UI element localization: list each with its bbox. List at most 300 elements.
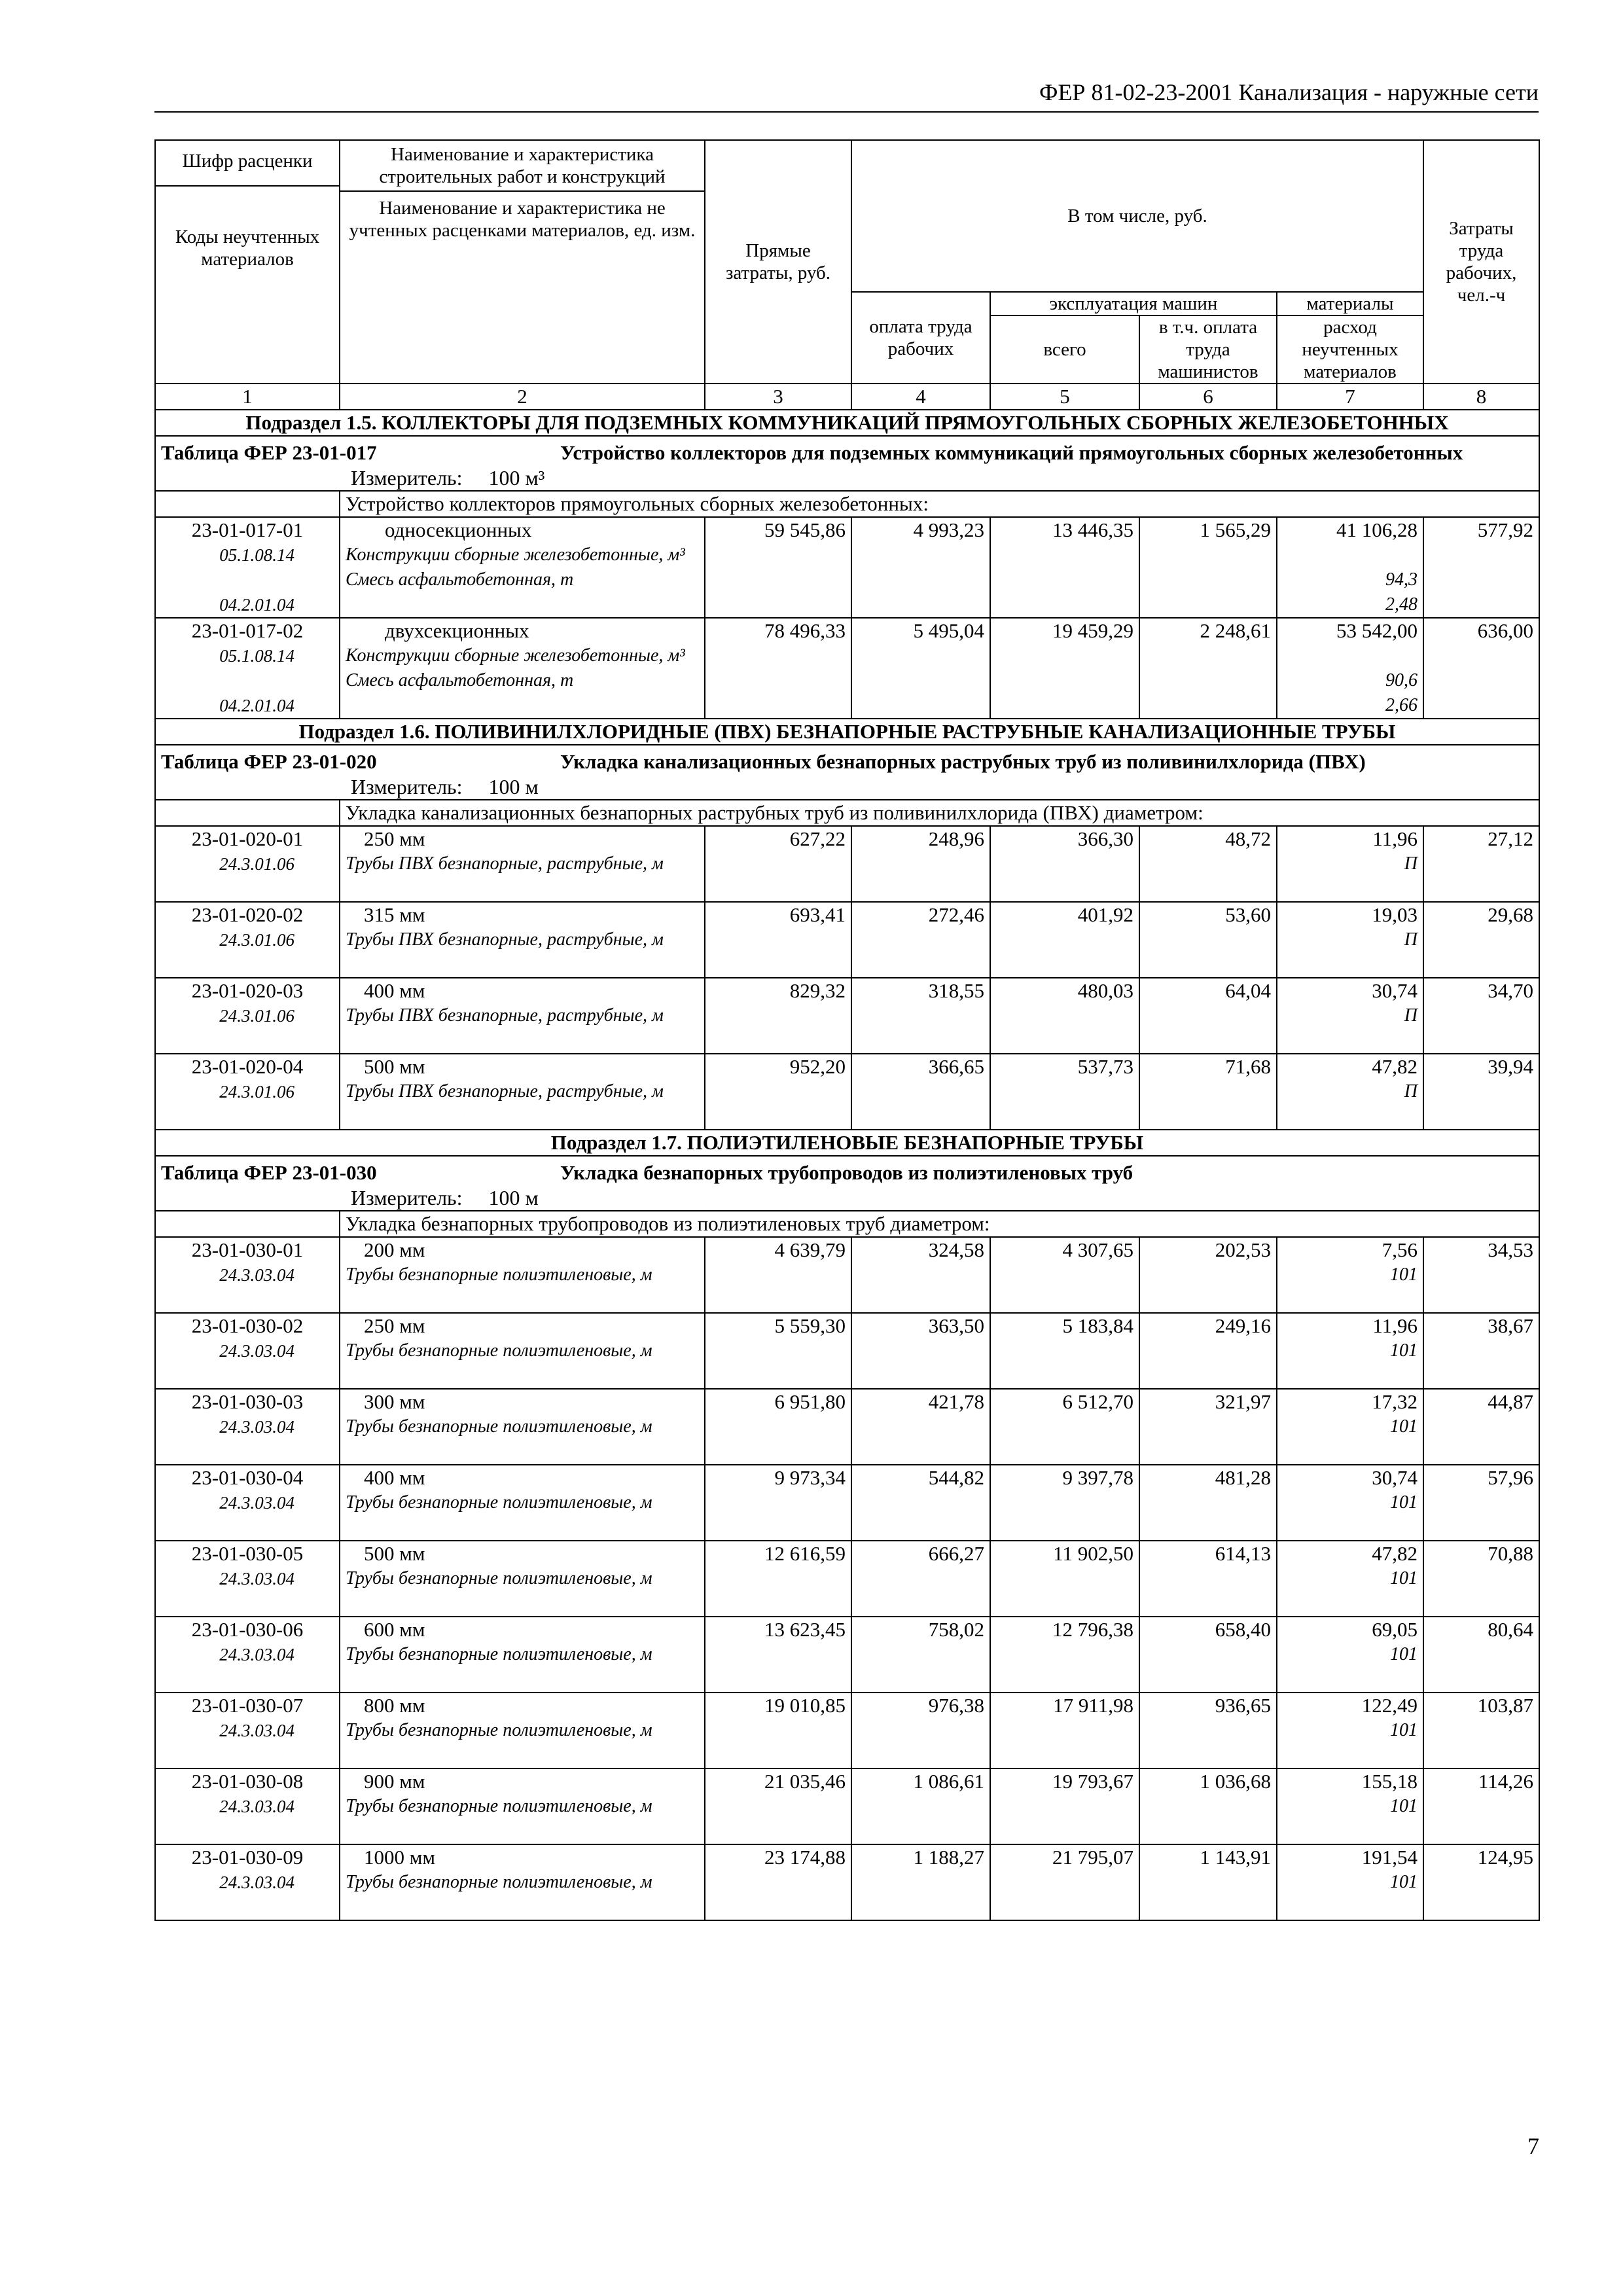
labor-cost: 666,27 [851, 1541, 990, 1617]
material-quantity: 101 [1390, 1644, 1418, 1664]
spacer [161, 876, 334, 901]
spacer [1283, 543, 1418, 567]
direct-cost: 4 639,79 [705, 1237, 851, 1313]
direct-cost: 5 559,30 [705, 1313, 851, 1389]
spacer [161, 1819, 334, 1844]
section-title-row [155, 719, 1539, 745]
machines-cost: 366,30 [990, 826, 1139, 902]
code-cell [155, 1844, 340, 1920]
measure-value: 100 м³ [488, 466, 545, 490]
description-row [155, 800, 1539, 826]
material-name: Конструкции сборные железобетонные, м³ [346, 645, 685, 666]
header-col6: в т.ч. оплата труда машинистов [1139, 315, 1277, 384]
table-title [155, 745, 1539, 800]
spacer [161, 1895, 334, 1920]
page-header [154, 72, 1539, 113]
header-machines: эксплуатация машин [990, 292, 1277, 315]
work-name: 400 мм [364, 1466, 425, 1489]
labor-hours: 38,67 [1423, 1313, 1539, 1389]
labor-cost: 363,50 [851, 1313, 990, 1389]
machines-cost: 19 459,29 [990, 618, 1139, 719]
machines-cost: 5 183,84 [990, 1313, 1139, 1389]
name-cell [340, 618, 705, 719]
description-spacer [155, 1211, 340, 1237]
measure-line [161, 774, 1533, 799]
labor-hours: 636,00 [1423, 618, 1539, 719]
material-name: Трубы безнапорные полиэтиленовые, м [346, 1796, 652, 1816]
machinist-labor-cost: 1 143,91 [1139, 1844, 1277, 1920]
material-name: Трубы безнапорные полиэтиленовые, м [346, 1265, 652, 1285]
name-cell [340, 1465, 705, 1541]
machines-cost: 12 796,38 [990, 1617, 1139, 1693]
header-col2-top: Наименование и характеристика строительных работ и конструкций [340, 143, 704, 192]
work-name: 400 мм [364, 979, 425, 1002]
labor-cost: 544,82 [851, 1465, 990, 1541]
labor-hours: 577,92 [1423, 517, 1539, 618]
rate-code: 23-01-030-07 [191, 1694, 304, 1717]
work-name: 250 мм [364, 1314, 425, 1337]
material-name: Смесь асфальтобетонная, т [346, 670, 574, 691]
direct-cost: 693,41 [705, 902, 851, 978]
name-cell [340, 517, 705, 618]
code-cell [155, 517, 340, 618]
name-cell [340, 1768, 705, 1844]
header-col4: оплата труда рабочих [851, 292, 990, 384]
header-col2 [340, 140, 705, 384]
material-code: 24.3.03.04 [219, 1873, 294, 1892]
section-title-row [155, 1130, 1539, 1156]
materials-cost: 122,49 [1361, 1694, 1418, 1717]
table-row [155, 1541, 1539, 1617]
materials-cell [1277, 1844, 1423, 1920]
spacer [161, 952, 334, 977]
spacer [161, 1667, 334, 1692]
description-text: Укладка канализационных безнапорных раструбных труб из поливинилхлорида (ПВХ) диаметром: [340, 800, 1539, 826]
material-quantity: 101 [1390, 1796, 1418, 1816]
table-row [155, 1768, 1539, 1844]
name-cell [340, 1054, 705, 1130]
material-quantity: 101 [1390, 1492, 1418, 1513]
labor-cost: 4 993,23 [851, 517, 990, 618]
spacer [161, 1028, 334, 1053]
labor-hours: 57,96 [1423, 1465, 1539, 1541]
labor-cost: 976,38 [851, 1693, 990, 1768]
column-number: 2 [340, 384, 705, 410]
material-code: 24.3.03.04 [219, 1493, 294, 1513]
labor-hours: 29,68 [1423, 902, 1539, 978]
materials-cell [1277, 1693, 1423, 1768]
section-title-row [155, 410, 1539, 436]
material-code: 24.3.03.04 [219, 1721, 294, 1740]
table-code: Таблица ФЕР 23-01-020 [161, 750, 377, 773]
machines-cost: 4 307,65 [990, 1237, 1139, 1313]
work-name: 315 мм [364, 903, 425, 926]
material-name: Трубы безнапорные полиэтиленовые, м [346, 1644, 652, 1664]
spacer [161, 668, 334, 693]
materials-cost: 17,32 [1372, 1390, 1418, 1413]
spacer [161, 1439, 334, 1464]
table-row [155, 1617, 1539, 1693]
labor-cost: 5 495,04 [851, 618, 990, 719]
material-code: 24.3.03.04 [219, 1645, 294, 1664]
rate-code: 23-01-030-04 [191, 1466, 304, 1489]
table-name: Укладка канализационных безнапорных раструбных труб из поливинилхлорида (ПВХ) [560, 750, 1366, 773]
measure-label: Измеритель: [351, 775, 463, 798]
measure-line [161, 1185, 1533, 1210]
work-name: 800 мм [364, 1694, 425, 1717]
materials-cost: 41 106,28 [1336, 518, 1418, 541]
machinist-labor-cost: 321,97 [1139, 1389, 1277, 1465]
work-name: 500 мм [364, 1055, 425, 1078]
labor-cost: 758,02 [851, 1617, 990, 1693]
work-name: односекционных [385, 518, 532, 541]
header-col1-bottom: Коды неучтенных материалов [175, 226, 320, 270]
header-col1-top: Шифр расценки [156, 150, 339, 187]
material-name: Трубы ПВХ безнапорные, раструбные, м [346, 853, 664, 874]
table-row [155, 902, 1539, 978]
spacer [161, 1104, 334, 1129]
material-name: Трубы безнапорные полиэтиленовые, м [346, 1568, 652, 1588]
direct-cost: 12 616,59 [705, 1541, 851, 1617]
materials-cell [1277, 618, 1423, 719]
rate-code: 23-01-020-03 [191, 979, 304, 1002]
table-row [155, 978, 1539, 1054]
material-name: Смесь асфальтобетонная, т [346, 569, 574, 590]
material-name: Трубы ПВХ безнапорные, раструбные, м [346, 1081, 664, 1102]
machinist-labor-cost: 481,28 [1139, 1465, 1277, 1541]
machinist-labor-cost: 1 565,29 [1139, 517, 1277, 618]
labor-hours: 34,53 [1423, 1237, 1539, 1313]
materials-cost: 30,74 [1372, 979, 1418, 1002]
rate-code: 23-01-030-06 [191, 1618, 304, 1641]
machinist-labor-cost: 249,16 [1139, 1313, 1277, 1389]
table-row [155, 618, 1539, 719]
machinist-labor-cost: 936,65 [1139, 1693, 1277, 1768]
code-cell [155, 1768, 340, 1844]
materials-cell [1277, 1237, 1423, 1313]
header-materials: материалы [1277, 292, 1423, 315]
material-code: 04.2.01.04 [219, 696, 294, 715]
labor-hours: 70,88 [1423, 1541, 1539, 1617]
material-code: 24.3.01.06 [219, 930, 294, 950]
table-row [155, 1237, 1539, 1313]
material-quantity: 101 [1390, 1340, 1418, 1361]
materials-cell [1277, 1465, 1423, 1541]
table-row [155, 1844, 1539, 1920]
code-cell [155, 1313, 340, 1389]
name-cell [340, 978, 705, 1054]
table-row [155, 1054, 1539, 1130]
machinist-labor-cost: 202,53 [1139, 1237, 1277, 1313]
material-quantity: 101 [1390, 1416, 1418, 1437]
material-code: 24.3.01.06 [219, 854, 294, 874]
spacer [161, 567, 334, 592]
machines-cost: 537,73 [990, 1054, 1139, 1130]
materials-cost: 69,05 [1372, 1618, 1418, 1641]
material-quantity: 2,48 [1385, 594, 1418, 615]
work-name: 900 мм [364, 1770, 425, 1793]
machinist-labor-cost: 658,40 [1139, 1617, 1277, 1693]
materials-cost: 53 542,00 [1336, 619, 1418, 642]
code-cell [155, 1693, 340, 1768]
spacer [161, 1591, 334, 1616]
materials-cell [1277, 826, 1423, 902]
machines-cost: 9 397,78 [990, 1465, 1139, 1541]
code-cell [155, 1465, 340, 1541]
materials-cost: 30,74 [1372, 1466, 1418, 1489]
header-group: В том числе, руб. [851, 140, 1423, 292]
name-cell [340, 1693, 705, 1768]
rate-code: 23-01-030-08 [191, 1770, 304, 1793]
labor-hours: 44,87 [1423, 1389, 1539, 1465]
material-name: Трубы безнапорные полиэтиленовые, м [346, 1340, 652, 1361]
machinist-labor-cost: 2 248,61 [1139, 618, 1277, 719]
machines-cost: 17 911,98 [990, 1693, 1139, 1768]
work-name: 200 мм [364, 1238, 425, 1261]
code-cell [155, 826, 340, 902]
material-name: Трубы безнапорные полиэтиленовые, м [346, 1492, 652, 1513]
table-row [155, 1465, 1539, 1541]
code-cell [155, 902, 340, 978]
rate-code: 23-01-020-01 [191, 827, 304, 850]
machines-cost: 19 793,67 [990, 1768, 1139, 1844]
spacer [161, 1287, 334, 1312]
description-row [155, 1211, 1539, 1237]
labor-hours: 80,64 [1423, 1617, 1539, 1693]
name-cell [340, 1617, 705, 1693]
machines-cost: 11 902,50 [990, 1541, 1139, 1617]
direct-cost: 627,22 [705, 826, 851, 902]
material-quantity: 101 [1390, 1720, 1418, 1740]
section-title: Подраздел 1.6. ПОЛИВИНИЛХЛОРИДНЫЕ (ПВХ) БЕЗНАПОРНЫЕ РАСТРУБНЫЕ КАНАЛИЗАЦИОННЫЕ ТРУБЫ [155, 719, 1539, 745]
material-name: Трубы безнапорные полиэтиленовые, м [346, 1416, 652, 1437]
material-code: 05.1.08.14 [219, 646, 294, 666]
work-name: 600 мм [364, 1618, 425, 1641]
column-number: 6 [1139, 384, 1277, 410]
code-cell [155, 1389, 340, 1465]
measure-line [161, 465, 1533, 490]
name-cell [340, 902, 705, 978]
direct-cost: 23 174,88 [705, 1844, 851, 1920]
materials-cell [1277, 902, 1423, 978]
material-name: Трубы безнапорные полиэтиленовые, м [346, 1872, 652, 1892]
name-cell [340, 1313, 705, 1389]
rate-code: 23-01-030-02 [191, 1314, 304, 1337]
material-quantity: 90,6 [1385, 670, 1418, 691]
labor-hours: 39,94 [1423, 1054, 1539, 1130]
name-cell [340, 826, 705, 902]
material-code: 24.3.03.04 [219, 1265, 294, 1285]
material-code: 24.3.03.04 [219, 1797, 294, 1816]
spacer [1283, 643, 1418, 668]
measure-label: Измеритель: [351, 1186, 463, 1210]
work-name: 500 мм [364, 1542, 425, 1565]
name-cell [340, 1844, 705, 1920]
machinist-labor-cost: 71,68 [1139, 1054, 1277, 1130]
material-quantity: П [1404, 853, 1418, 874]
code-cell [155, 1237, 340, 1313]
labor-cost: 1 086,61 [851, 1768, 990, 1844]
column-number: 3 [705, 384, 851, 410]
section-title: Подраздел 1.5. КОЛЛЕКТОРЫ ДЛЯ ПОДЗЕМНЫХ КОММУНИКАЦИЙ ПРЯМОУГОЛЬНЫХ СБОРНЫХ ЖЕЛЕЗОБЕТОННЫХ [155, 410, 1539, 436]
table-row [155, 517, 1539, 618]
table-title-row [155, 1156, 1539, 1211]
description-spacer [155, 491, 340, 517]
materials-cell [1277, 1768, 1423, 1844]
name-cell [340, 1389, 705, 1465]
materials-cell [1277, 1389, 1423, 1465]
rate-code: 23-01-020-04 [191, 1055, 304, 1078]
materials-cell [1277, 1054, 1423, 1130]
table-name: Укладка безнапорных трубопроводов из полиэтиленовых труб [560, 1161, 1133, 1184]
name-cell [340, 1541, 705, 1617]
materials-cell [1277, 517, 1423, 618]
code-cell [155, 1541, 340, 1617]
header-col1 [155, 140, 340, 384]
description-row [155, 491, 1539, 517]
direct-cost: 13 623,45 [705, 1617, 851, 1693]
column-number: 1 [155, 384, 340, 410]
code-cell [155, 618, 340, 719]
header-col5: всего [990, 315, 1139, 384]
direct-cost: 21 035,46 [705, 1768, 851, 1844]
machinist-labor-cost: 614,13 [1139, 1541, 1277, 1617]
direct-cost: 6 951,80 [705, 1389, 851, 1465]
labor-cost: 272,46 [851, 902, 990, 978]
header-col8: Затраты труда рабочих, чел.-ч [1423, 140, 1539, 384]
header-row [155, 140, 1539, 292]
work-name: 300 мм [364, 1390, 425, 1413]
machines-cost: 480,03 [990, 978, 1139, 1054]
table-code: Таблица ФЕР 23-01-017 [161, 441, 377, 464]
work-name: 250 мм [364, 827, 425, 850]
material-code: 24.3.03.04 [219, 1341, 294, 1361]
table-title-row [155, 436, 1539, 491]
material-code: 05.1.08.14 [219, 545, 294, 565]
material-code: 24.3.01.06 [219, 1006, 294, 1026]
header-col2-bottom: Наименование и характеристика не учтенных расценками материалов, ед. изм. [349, 198, 696, 241]
material-quantity: 101 [1390, 1265, 1418, 1285]
name-cell [340, 1237, 705, 1313]
table-code: Таблица ФЕР 23-01-030 [161, 1161, 377, 1184]
table-title [155, 436, 1539, 491]
materials-cell [1277, 978, 1423, 1054]
work-name: двухсекционных [385, 619, 529, 642]
material-quantity: 2,66 [1385, 695, 1418, 715]
labor-cost: 324,58 [851, 1237, 990, 1313]
material-code: 24.3.03.04 [219, 1417, 294, 1437]
material-quantity: П [1404, 929, 1418, 950]
spacer [161, 1363, 334, 1388]
document-title: ФЕР 81-02-23-2001 Канализация - наружные сети [1039, 79, 1539, 105]
material-code: 24.3.03.04 [219, 1569, 294, 1588]
description-spacer [155, 800, 340, 826]
machines-cost: 401,92 [990, 902, 1139, 978]
description-text: Укладка безнапорных трубопроводов из полиэтиленовых труб диаметром: [340, 1211, 1539, 1237]
material-name: Трубы ПВХ безнапорные, раструбные, м [346, 929, 664, 950]
direct-cost: 19 010,85 [705, 1693, 851, 1768]
direct-cost: 952,20 [705, 1054, 851, 1130]
code-cell [155, 978, 340, 1054]
table-row [155, 826, 1539, 902]
materials-cost: 155,18 [1361, 1770, 1418, 1793]
column-number: 5 [990, 384, 1139, 410]
rate-code: 23-01-020-02 [191, 903, 304, 926]
column-number: 8 [1423, 384, 1539, 410]
spacer [161, 1515, 334, 1540]
material-name: Трубы безнапорные полиэтиленовые, м [346, 1720, 652, 1740]
machinist-labor-cost: 53,60 [1139, 902, 1277, 978]
direct-cost: 829,32 [705, 978, 851, 1054]
rates-table [154, 139, 1540, 1921]
measure-value: 100 м [488, 775, 539, 798]
rate-code: 23-01-030-05 [191, 1542, 304, 1565]
column-number: 4 [851, 384, 990, 410]
material-quantity: 101 [1390, 1872, 1418, 1892]
material-quantity: П [1404, 1005, 1418, 1026]
direct-cost: 78 496,33 [705, 618, 851, 719]
material-code: 04.2.01.04 [219, 595, 294, 615]
header-col7: расход неучтенных материалов [1277, 315, 1423, 384]
labor-hours: 27,12 [1423, 826, 1539, 902]
column-number: 7 [1277, 384, 1423, 410]
rate-code: 23-01-030-03 [191, 1390, 304, 1413]
labor-cost: 421,78 [851, 1389, 990, 1465]
header-col3: Прямые затраты, руб. [705, 140, 851, 384]
direct-cost: 9 973,34 [705, 1465, 851, 1541]
work-name: 1000 мм [364, 1846, 435, 1869]
labor-cost: 318,55 [851, 978, 990, 1054]
direct-cost: 59 545,86 [705, 517, 851, 618]
table-title-row [155, 745, 1539, 800]
rate-code: 23-01-017-02 [191, 619, 304, 642]
rate-code: 23-01-017-01 [191, 518, 304, 541]
material-name: Конструкции сборные железобетонные, м³ [346, 545, 685, 565]
spacer [161, 1743, 334, 1768]
table-name: Устройство коллекторов для подземных коммуникаций прямоугольных сборных железобетонных [560, 441, 1463, 464]
table-row [155, 1693, 1539, 1768]
labor-hours: 124,95 [1423, 1844, 1539, 1920]
code-cell [155, 1617, 340, 1693]
measure-label: Измеритель: [351, 466, 463, 490]
labor-hours: 34,70 [1423, 978, 1539, 1054]
materials-cell [1277, 1313, 1423, 1389]
measure-value: 100 м [488, 1186, 539, 1210]
table-row [155, 1313, 1539, 1389]
materials-cost: 11,96 [1372, 1314, 1418, 1337]
machinist-labor-cost: 48,72 [1139, 826, 1277, 902]
machines-cost: 13 446,35 [990, 517, 1139, 618]
table-title [155, 1156, 1539, 1211]
table-row [155, 1389, 1539, 1465]
materials-cell [1277, 1617, 1423, 1693]
materials-cost: 7,56 [1382, 1238, 1418, 1261]
materials-cost: 47,82 [1372, 1055, 1418, 1078]
machines-cost: 21 795,07 [990, 1844, 1139, 1920]
labor-hours: 103,87 [1423, 1693, 1539, 1768]
materials-cost: 19,03 [1372, 903, 1418, 926]
materials-cost: 11,96 [1372, 827, 1418, 850]
materials-cost: 47,82 [1372, 1542, 1418, 1565]
machinist-labor-cost: 1 036,68 [1139, 1768, 1277, 1844]
machinist-labor-cost: 64,04 [1139, 978, 1277, 1054]
material-quantity: 101 [1390, 1568, 1418, 1588]
section-title: Подраздел 1.7. ПОЛИЭТИЛЕНОВЫЕ БЕЗНАПОРНЫЕ ТРУБЫ [155, 1130, 1539, 1156]
rate-code: 23-01-030-09 [191, 1846, 304, 1869]
column-numbers-row [155, 384, 1539, 410]
material-code: 24.3.01.06 [219, 1082, 294, 1102]
labor-cost: 1 188,27 [851, 1844, 990, 1920]
